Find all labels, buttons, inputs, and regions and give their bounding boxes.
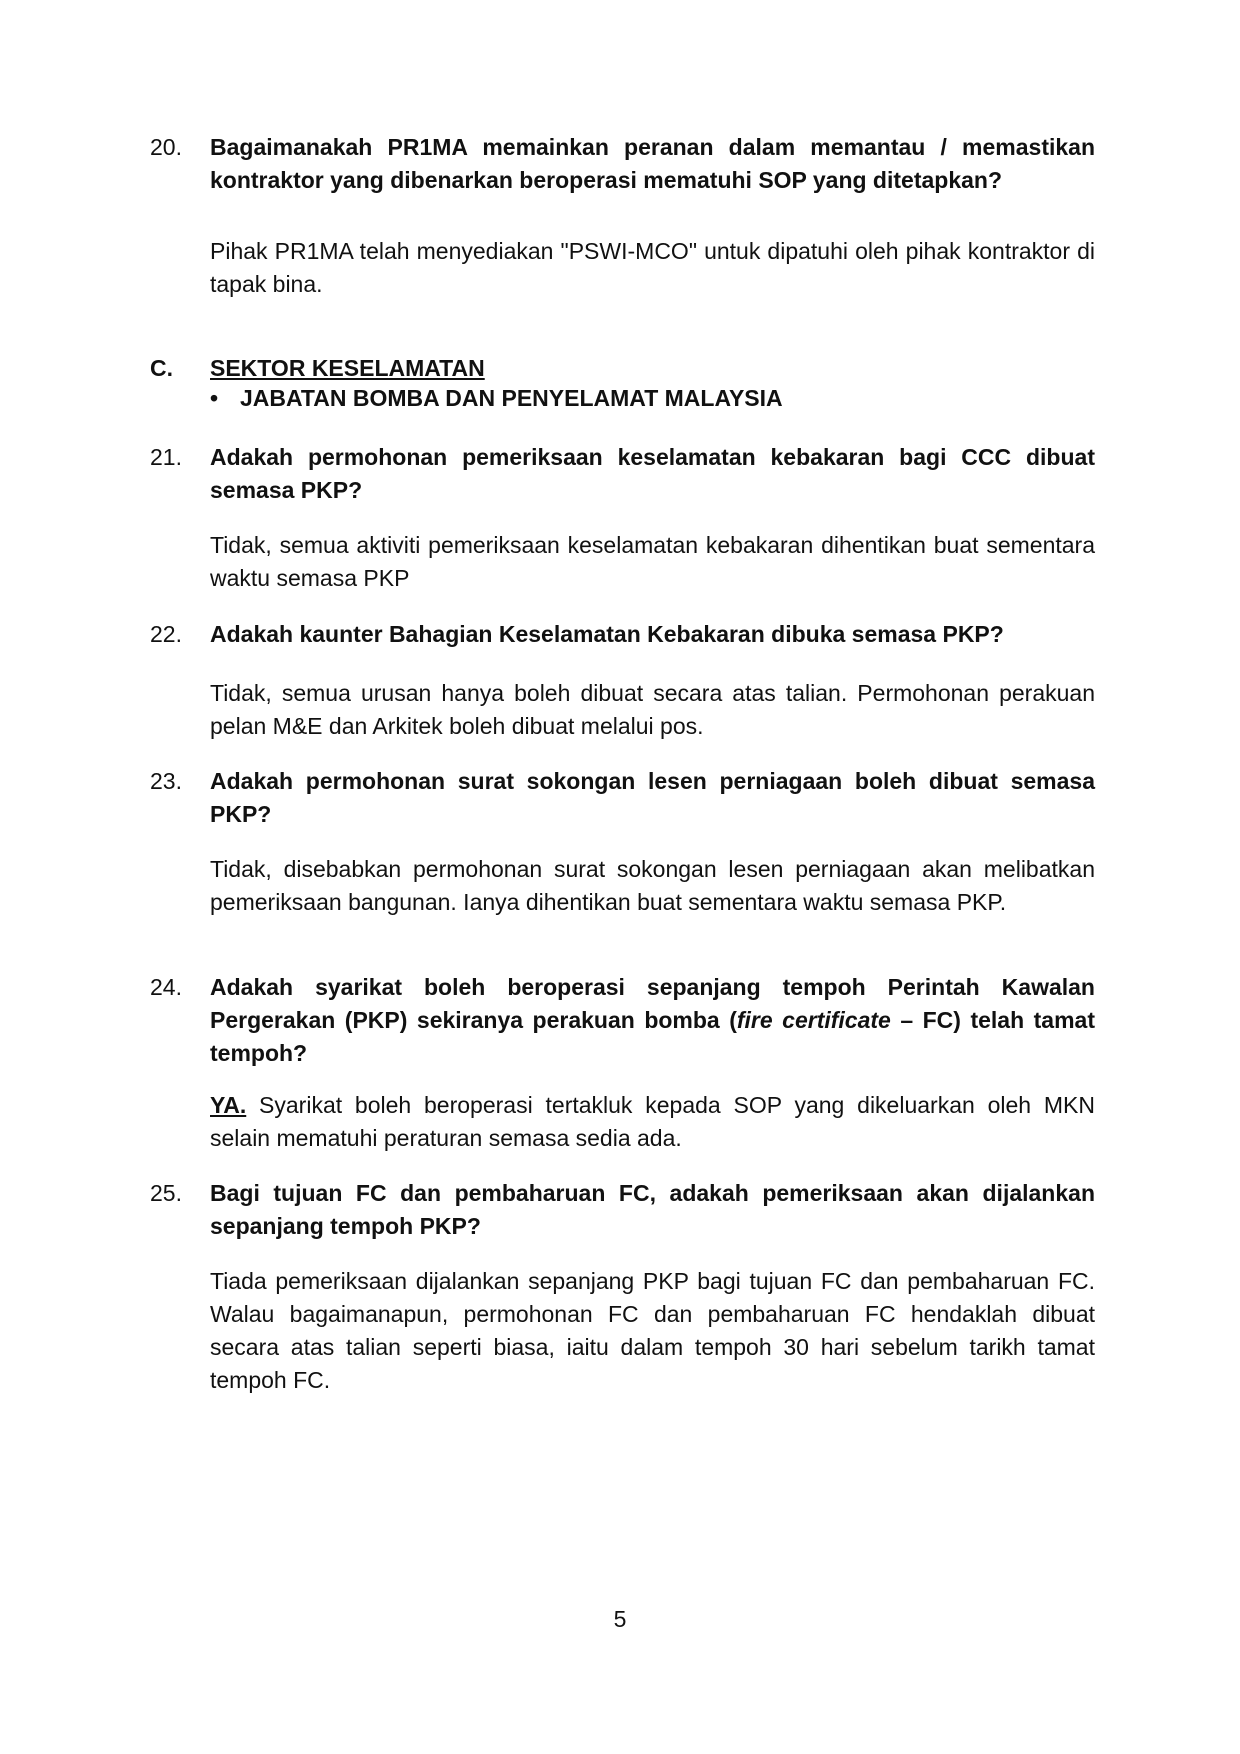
answer-body: Syarikat boleh beroperasi tertakluk kepada SOP yang dikeluarkan oleh MKN selain mematuhi peraturan semasa sedia ada. bbox=[210, 1092, 1095, 1151]
question-italic-term: fire certificate bbox=[736, 1007, 891, 1033]
question-text: Bagaimanakah PR1MA memainkan peranan dalam memantau / memastikan kontraktor yang dibenarkan beroperasi mematuhi SOP yang ditetapkan? bbox=[210, 134, 1095, 193]
section-title: SEKTOR KESELAMATAN bbox=[210, 355, 485, 381]
section-bullet bbox=[210, 382, 783, 415]
question-text: Adakah permohonan pemeriksaan keselamatan kebakaran bagi CCC dibuat semasa PKP? bbox=[210, 444, 1095, 503]
bullet-text: JABATAN BOMBA DAN PENYELAMAT MALAYSIA bbox=[240, 385, 783, 411]
answer-text: Tidak, semua aktiviti pemeriksaan keselamatan kebakaran dihentikan buat sementara waktu semasa PKP bbox=[210, 532, 1095, 591]
answer-text bbox=[210, 1089, 1095, 1155]
item-number: 25. bbox=[150, 1180, 182, 1206]
bullet-icon: • bbox=[210, 385, 219, 411]
answer-text: Tiada pemeriksaan dijalankan sepanjang PKP bagi tujuan FC dan pembaharuan FC. Walau bagaimanapun, permohonan FC dan pembaharuan FC hendaklah dibuat secara atas talian seperti biasa, iaitu dalam tempoh 30 hari sebelum tarikh tamat tempoh FC. bbox=[210, 1268, 1095, 1393]
section-letter: C. bbox=[150, 355, 173, 381]
item-number: 21. bbox=[150, 444, 182, 470]
item-number: 23. bbox=[150, 768, 182, 794]
answer-lead: YA. bbox=[210, 1092, 247, 1118]
question-part: – FC) telah tamat tempoh? bbox=[210, 1007, 1095, 1066]
question-text: Adakah permohonan surat sokongan lesen perniagaan boleh dibuat semasa PKP? bbox=[210, 768, 1095, 827]
answer-text: Pihak PR1MA telah menyediakan "PSWI-MCO" untuk dipatuhi oleh pihak kontraktor di tapak bina. bbox=[210, 238, 1095, 297]
question-text bbox=[210, 971, 1095, 1070]
answer-text: Tidak, disebabkan permohonan surat sokongan lesen perniagaan akan melibatkan pemeriksaan bangunan. Ianya dihentikan buat sementara waktu semasa PKP. bbox=[210, 856, 1095, 915]
page-number: 5 bbox=[613, 1606, 627, 1632]
question-part: Adakah syarikat boleh beroperasi sepanjang tempoh Perintah Kawalan Pergerakan (PKP) sekiranya perakuan bomba ( bbox=[210, 974, 1095, 1033]
item-number: 20. bbox=[150, 134, 182, 160]
item-number: 24. bbox=[150, 974, 182, 1000]
question-text: Bagi tujuan FC dan pembaharuan FC, adakah pemeriksaan akan dijalankan sepanjang tempoh PKP? bbox=[210, 1180, 1095, 1239]
answer-text: Tidak, semua urusan hanya boleh dibuat secara atas talian. Permohonan perakuan pelan M&E dan Arkitek boleh dibuat melalui pos. bbox=[210, 680, 1095, 739]
item-number: 22. bbox=[150, 621, 182, 647]
question-text: Adakah kaunter Bahagian Keselamatan Kebakaran dibuka semasa PKP? bbox=[210, 621, 1004, 647]
